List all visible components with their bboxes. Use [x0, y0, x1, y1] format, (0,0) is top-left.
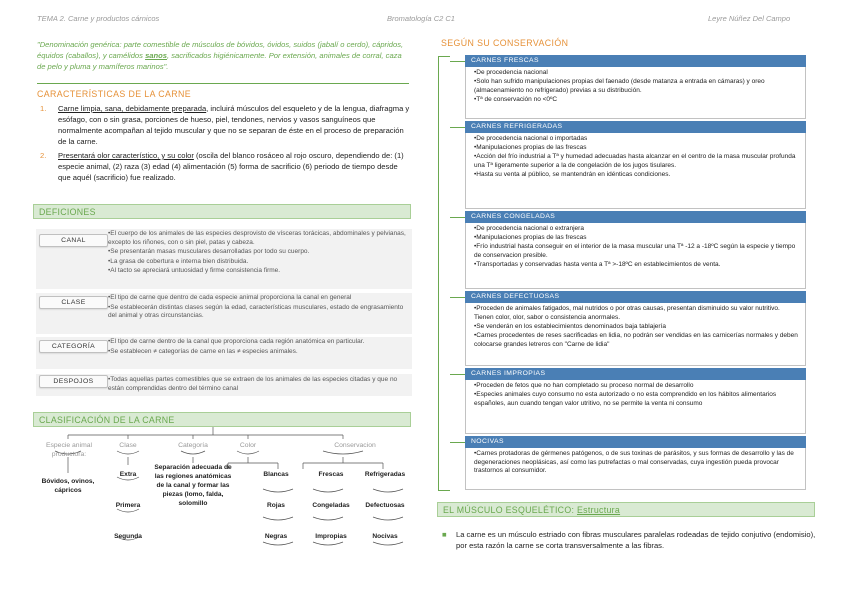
- box-line: •Transportadas y conservadas hasta venta a Tª >-18ºC en establecimientos de venta.: [474, 261, 721, 269]
- tree-node-clase: Extra: [119, 471, 137, 478]
- musculo-title-bar: [437, 502, 815, 517]
- def-line: •La grasa de cobertura e interna bien distribuida.: [108, 257, 249, 265]
- def-label-clase: CLASE: [39, 296, 108, 309]
- def-line: •El tipo de carne que dentro de cada especie animal proporciona la canal en general: [108, 294, 352, 301]
- box-title-refrigeradas: CARNES REFRIGERADAS: [465, 121, 806, 133]
- bullet-dot-icon: ■: [442, 530, 447, 539]
- caracteristicas-title: CARACTERÍSTICAS DE LA CARNE: [37, 89, 192, 99]
- tree-node-clase: Primera: [115, 502, 141, 509]
- item-number: 1.: [40, 104, 47, 113]
- intro-divider: [37, 83, 409, 84]
- def-line: •Se establecerán distintas clases según la edad, características musculares, estado de engrasamiento del animal y otras circunstancias.: [108, 303, 404, 320]
- bracket-tick: [450, 297, 465, 298]
- musculo-bullet-text: La carne es un músculo estriado con fibras musculares paralelas rodeadas de tejido conjutivo (endomisio), por esta razón la carne se corta transversalmente a las fibras.: [456, 530, 816, 550]
- tree-node-conservacion: Defectuosas: [365, 502, 405, 509]
- def-line: •El cuerpo de los animales de las especies desprovisto de vísceras torácicas, abdominales y pelvianas, excepto los riñones, con o sin piel, patas y cabeza.: [108, 230, 406, 246]
- intro-part2: , sacrificados higiénicamente. Por extensión, animales de corral, caza de pelo y pluma y mamíferos marinos".: [37, 51, 402, 71]
- def-label-canal: CANAL: [39, 234, 108, 247]
- tree-node-conservacion: Congeladas: [312, 502, 350, 509]
- tree-head-clase: Clase: [119, 442, 137, 449]
- tree-node-color: Rojas: [267, 502, 285, 509]
- tree-node-conservacion: Frescas: [318, 471, 344, 478]
- box-line: •De procedencia nacional o importadas: [474, 135, 588, 142]
- def-line: •Se presentarán masas musculares desarrolladas por todo su cuerpo.: [108, 248, 310, 256]
- box-body-refrigeradas: [465, 133, 806, 209]
- deficiones-title: DEFICIONES: [33, 204, 411, 219]
- tree-node-especie: Bóvidos, ovinos, cápricos: [41, 478, 95, 494]
- box-title-congeladas: CARNES CONGELADAS: [465, 211, 806, 223]
- tree-node-conservacion: Refrigeradas: [364, 471, 406, 478]
- box-line: •Manipulaciones propias de las frescas: [474, 144, 587, 152]
- tree-node-conservacion: Impropias: [315, 533, 347, 540]
- box-line: •De procedencia nacional: [474, 69, 548, 76]
- musculo-subtitle: Estructura: [576, 505, 621, 515]
- intro-sanos: sanos: [145, 51, 168, 60]
- def-label-categoria: CATEGORÍA: [39, 340, 108, 353]
- box-line: •De procedencia nacional o extranjera: [474, 225, 584, 232]
- header-right: Leyre Núñez Del Campo: [708, 14, 791, 23]
- box-line: •Carnes protadoras de gérmenes patógenos, o de sus toxinas de parásitos, y sus formas de desarrollo y las de degeneraciones neoplásicas, así como las putrefactas o mal conservadas, cuya ingestión pueda provocar trastornos al consumidor.: [474, 450, 794, 475]
- conservacion-bracket: [438, 56, 450, 491]
- tree-node-clase: Segunda: [114, 533, 142, 540]
- box-title-impropias: CARNES IMPROPIAS: [465, 368, 806, 380]
- item-lead: Carne limpia, sana, debidamente preparada: [58, 104, 207, 113]
- def-line: •El tipo de carne dentro de la canal que proporciona cada región anatómica en particular.: [108, 338, 365, 345]
- box-line: •Frío industrial hasta conseguir en el interior de la masa muscular una Tª -12 a -18ºC según la especie y tiempo de conservacion presible.: [474, 243, 796, 260]
- musculo-title: EL MÚSCULO ESQUELÉTICO:: [443, 505, 575, 515]
- box-line: •Se venderán en los establecimientos denominados baja tablajería: [474, 322, 666, 330]
- item-text: (oscila del blanco rosáceo al rojo oscuro, dependiendo de: (1) especie animal, (2) raza (3) edad (4) alimentación (5) forma de sacrificio (6) periodo de tiempo desde que aquél (sacrificio) fue realizado.: [58, 151, 404, 182]
- box-title-frescas: CARNES FRESCAS: [465, 55, 806, 67]
- clasificacion-title: CLASIFICACIÓN DE LA CARNE: [33, 412, 411, 427]
- bracket-tick: [450, 61, 465, 62]
- caracteristicas-list: [37, 103, 412, 186]
- box-line: •Carnes procedentes de reses sacrificadas en lidia, no podrán ser vendidas en las carnicerías normales y deben colocarse grandes letreros con "Carne de lidia": [474, 332, 798, 348]
- box-body-nocivas: [465, 448, 806, 490]
- box-line: •Especies animales cuyo consumo no esta autorizado o no esta comprendido en los hábitos alimentarios españoles, aun cuando tengan valor utritivo, no se permite la venta ni consumo: [474, 391, 777, 407]
- box-body-congeladas: [465, 223, 806, 289]
- box-line: •Solo han sufrido manipulaciones propias del faenado (desde matanza a entrada en cámaras) y oreo (almacenamiento no refrigerado) previas a su distribución.: [474, 78, 765, 94]
- def-text-categoria: [108, 338, 411, 357]
- musculo-bullet: [440, 529, 820, 551]
- tree-node-categoria: Separación adecuada de las regiones anatómicas de la canal y formar las piezas (lomo, falda, solomillo: [154, 464, 232, 507]
- bracket-tick: [450, 374, 465, 375]
- def-label-despojos: DESPOJOS: [39, 375, 108, 388]
- tree-node-color: Blancas: [263, 471, 289, 478]
- caracteristica-item-2: [37, 150, 412, 183]
- box-body-defectuosas: [465, 303, 806, 366]
- def-text-despojos: [108, 376, 411, 394]
- tree-head-conservacion: Conservacion: [334, 442, 376, 449]
- box-line: •Hasta su venta al público, se mantendrán en idénticas condiciones.: [474, 171, 671, 179]
- def-line: •Se establecen ≠ categorías de carne en las ≠ especies animales.: [108, 347, 298, 355]
- bracket-tick: [450, 217, 465, 218]
- item-lead: Presentará olor característico, y su color: [58, 151, 194, 160]
- box-title-nocivas: NOCIVAS: [465, 436, 806, 448]
- box-line: •Proceden de animales fatigados, mal nutridos o por otras causas, presentan disminuido su valor nutritivo. Tienen color, olor, sabor o consistencia anormales.: [474, 305, 780, 321]
- conservacion-title: SEGÚN SU CONSERVACIÓN: [441, 38, 569, 48]
- box-body-frescas: [465, 67, 806, 119]
- tree-node-conservacion: Nocivas: [372, 533, 398, 540]
- header-center: Bromatología C2 C1: [387, 14, 455, 23]
- tree-head-especie: Especie animal productora:: [45, 442, 93, 459]
- box-line: •Manipulaciones propias de las frescas: [474, 234, 587, 242]
- def-line: •Al tacto se apreciará untuosidad y firme consistencia firme.: [108, 267, 281, 275]
- item-number: 2.: [40, 151, 47, 160]
- box-title-defectuosas: CARNES DEFECTUOSAS: [465, 291, 806, 303]
- bracket-tick: [450, 442, 465, 443]
- tree-node-color: Negras: [264, 533, 288, 540]
- item-text: , incluirá músculos del esqueleto y de la lengua, diafragma y esófago, con o sin grasa, porciones de hueso, piel, tendones, nervios y vasos sanguíneos que normalmente acompañan al tejido muscular y que no se separan de éste en el proceso de preparación de la carne.: [58, 104, 410, 146]
- def-text-canal: [108, 230, 411, 277]
- header-left: TEMA 2. Carne y productos cárnicos: [37, 14, 160, 23]
- box-line: •Acción del frío industrial a Tª y humedad adecuadas hasta alcanzar en el centro de la masa muscular profunda una Tª ligeramente superior a la de congelación de los jugos tisulares.: [474, 153, 796, 170]
- intro-part1: "Denominación genérica: parte comestible de músculos de bóvidos, óvidos, suidos (jabalí o cerdo), cápridos, équidos (caballos), y camélidos: [37, 40, 404, 60]
- box-line: •Proceden de fetos que no han completado su proceso normal de desarrollo: [474, 382, 694, 389]
- def-text-clase: [108, 294, 411, 322]
- tree-head-categoria: Categoría: [178, 442, 208, 449]
- box-line: •Tª de conservación no <0ºC: [474, 96, 558, 104]
- intro-definition: [37, 39, 409, 72]
- def-line: •Todas aquellas partes comestibles que se extraen de los animales de las especies citadas y que no están comprendidas dentro del término canal: [108, 376, 398, 392]
- caracteristica-item-1: [37, 103, 412, 147]
- box-body-impropias: [465, 380, 806, 434]
- tree-head-color: Color: [239, 442, 257, 449]
- bracket-tick: [450, 127, 465, 128]
